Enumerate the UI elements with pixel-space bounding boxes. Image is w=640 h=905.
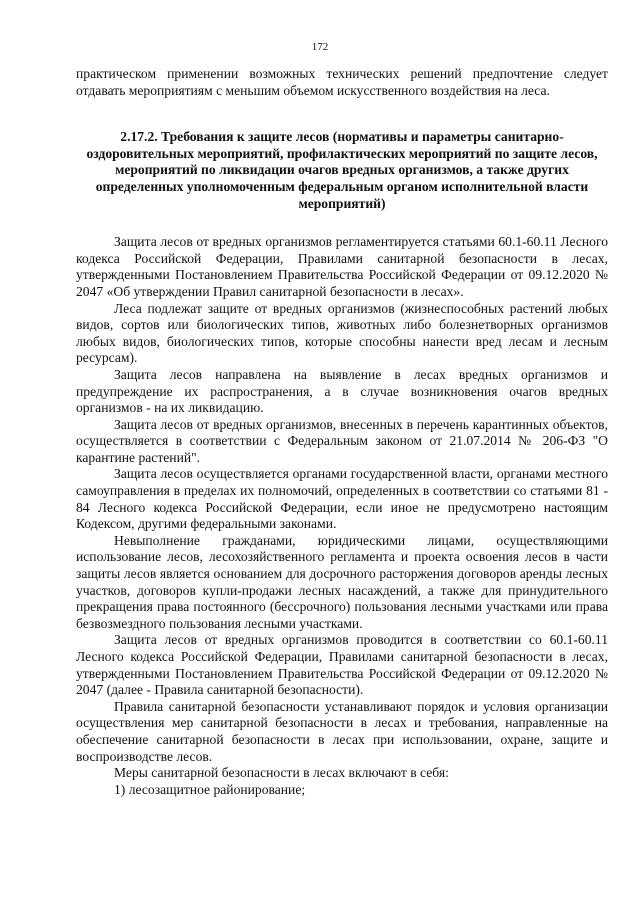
- intro-paragraph: практическом применении возможных технических решений предпочтение следует отдавать мероприятиям с меньшим объемом искусственного воздействия на леса.: [76, 66, 608, 98]
- body-paragraph: Невыполнение гражданами, юридическими лицами, осуществляющими использование лесов, лесохозяйственного регламента и проекта освоения лесов в части защиты лесов является основанием для досрочного расторжения договоров аренды лесных участков, договоров купли-продажи лесных насаждений, а также для принудительного прекращения права постоянного (бессрочного) пользования лесными участками или права безвозмездного пользования лесными участками.: [76, 532, 608, 631]
- list-item: 1) лесозащитное районирование;: [114, 781, 306, 797]
- page-number: 172: [311, 41, 329, 53]
- body-paragraph: Защита лесов от вредных организмов проводится в соответствии со 60.1-60.11 Лесного кодекса Российской Федерации, Правилами санитарной безопасности в лесах, утвержденными Постановлением Правительства Российской Федерации от 09.12.2020 № 2047 (далее - Правила санитарной безопасности).: [76, 632, 608, 698]
- section-heading: 2.17.2. Требования к защите лесов (нормативы и параметры санитарно-оздоровительных мероприятий, профилактических мероприятий по защите лесов, мероприятий по ликвидации очагов вредных организмов, а также других определенных уполномоченным федеральным органом исполнительной власти мероприятий): [86, 129, 598, 211]
- body-paragraph: Меры санитарной безопасности в лесах включают в себя:: [114, 765, 449, 781]
- body-paragraph: Защита лесов от вредных организмов регламентируется статьями 60.1-60.11 Лесного кодекса Российской Федерации, Правилами санитарной безопасности в лесах, утвержденными Постановлением Правительства Российской Федерации от 09.12.2020 № 2047 «Об утверждении Правил санитарной безопасности в лесах».: [76, 234, 608, 299]
- body-paragraph: Защита лесов от вредных организмов, внесенных в перечень карантинных объектов, осуществляется в соответствии с Федеральным законом от 21.07.2014 № 206-ФЗ "О карантине растений".: [76, 416, 608, 465]
- page-content: [76, 66, 608, 798]
- body-paragraph: Правила санитарной безопасности устанавливают порядок и условия организации осуществления мер санитарной безопасности в лесах и требования, направленные на обеспечение санитарной безопасности в лесах при использовании, охране, защите и воспроизводстве лесов.: [76, 698, 608, 764]
- body-paragraph: Защита лесов направлена на выявление в лесах вредных организмов и предупреждение их распространения, а в случае возникновения очагов вредных организмов - на их ликвидацию.: [76, 366, 608, 416]
- body-paragraph: Защита лесов осуществляется органами государственной власти, органами местного самоуправления в пределах их полномочий, определенных в соответствии со статьями 81 - 84 Лесного кодекса Российской Федерации, если иное не предусмотрено настоящим Кодексом, другими федеральными законами.: [76, 466, 608, 532]
- body-paragraph: Леса подлежат защите от вредных организмов (жизнеспособных растений любых видов, сортов или биологических типов, животных либо болезнетворных организмов любых видов, биологических типов, которые способны нанести вред лесам и лесным ресурсам).: [76, 300, 608, 366]
